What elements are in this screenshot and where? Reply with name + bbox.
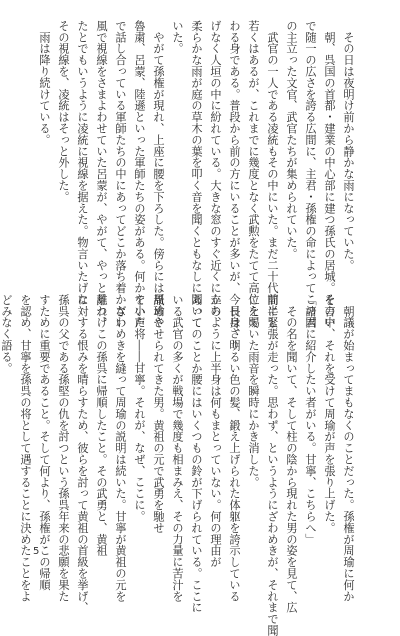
body-text-line: 柔らかな雨が庭の草木の葉を叩く音を聞くともなしに聞いて [190,20,203,328]
body-text-line: で話し合っている軍師たちの中にあってどこか落ち着かない [114,20,127,328]
body-text-line: げなく人垣の中に紛れている。大きな窓のすぐ近くに立ち、 [209,20,222,328]
body-text-line: を認め、甘寧を孫呉の将として遇することに決めたことをよ [19,294,32,602]
body-text-line: 長身、明るい色の髪、鍛え上げられた体躯を誇示している [228,294,241,602]
page-number: 5 [33,546,40,557]
body-text-line: を言い、それを受けて周瑜が声を張り上げた。 [323,294,336,534]
body-text-line: すために重要であること。そして何より、孫権がこの帰順 [38,294,51,591]
body-text-line: の主立った文官、武官たちが集められていた。 [285,20,298,260]
body-text-line: こえていた雨音を瞬時にかき消した。 [247,294,260,488]
body-text-line: ていた将――甘寧。それが、なぜ、ここに。 [133,294,146,522]
body-text-line: いた。 [171,20,184,55]
body-text-line: その視線を、凌統はそっと外した。 [57,20,70,203]
body-text-line: で随一の広さを誇る広間に、主君・孫権の命によってこの国 [304,20,317,328]
body-text-line: 離れ、この孫呉に帰順したこと。その武勇と、黄祖 [95,294,108,557]
upper-text-block [38,20,358,351]
body-text-line: 風で視線をさまよわせていた呂蒙が、やがて、やっと見つけ [95,20,108,328]
body-text-line: ざわめきを縫って周瑜の説明は続いた。甘寧が黄祖の元を [114,294,127,602]
body-text-line: その名を聞いて、そして柱の陰から現れた男の姿を見て、広 [285,294,298,614]
body-text-line: どみなく語る。 [0,294,13,374]
body-text-line: 間に緊張が走った。思わず、というようにざわめきが、それまで聞 [266,294,279,636]
body-text-line: いる武官の多くが戦場で幾度も相まみえ、その力量に苦汁を [171,294,184,602]
body-text-line: たとでもいうように凌統に視線を据えた。物言いたげな [76,20,89,305]
body-text-line: 若くはあるが、これまでに幾度となく武勲をたてて高位を賜 [247,20,260,328]
body-text-line: 朝議が始まってまもなくのことだった。孫権が周瑜に何か [342,294,355,602]
body-text-line: わる身である。普段から前の方にいることが多いが、今日はさり [228,20,241,351]
body-text-line: 武官の一人である凌統もその中にいた。まだ二十代前半と [266,20,279,328]
body-text-line: 「諸君に紹介したい者がいる。甘寧、こちらへ」 [304,294,317,545]
body-text-line: 雨は降り続けている。 [38,20,51,146]
body-text-line: あってのことか腰にはいくつもの鈴が下げられている。ここに [190,294,203,614]
body-text-line: その日は夜明け前から静かな雨になっていた。 [342,20,355,271]
body-text-line: 舐めさせられてきた男。黄祖の元で武勇を馳せ [152,294,165,534]
body-text-line: 孫呉の父である孫堅の仇を討つという孫呉年来の悲願を果た [57,294,70,602]
body-text-line: やがて孫権が現れ、上座に腰を下ろした。傍らには周瑜や [152,20,165,328]
body-text-line: かのように上半身は何もまとっていない。何の理由が [209,294,222,568]
body-text-line: 魯粛、呂蒙、陸遜といった軍師たちの姿がある。何かを小声 [133,20,146,328]
body-text-line: 朝、呉国の首都・建業の中心部に建つ孫氏の居城。その中 [323,20,336,328]
lower-text-block [0,294,358,636]
body-text-line: に対する恨みを晴らすため、彼らを討って黄祖の首級を挙げ、 [76,294,89,614]
